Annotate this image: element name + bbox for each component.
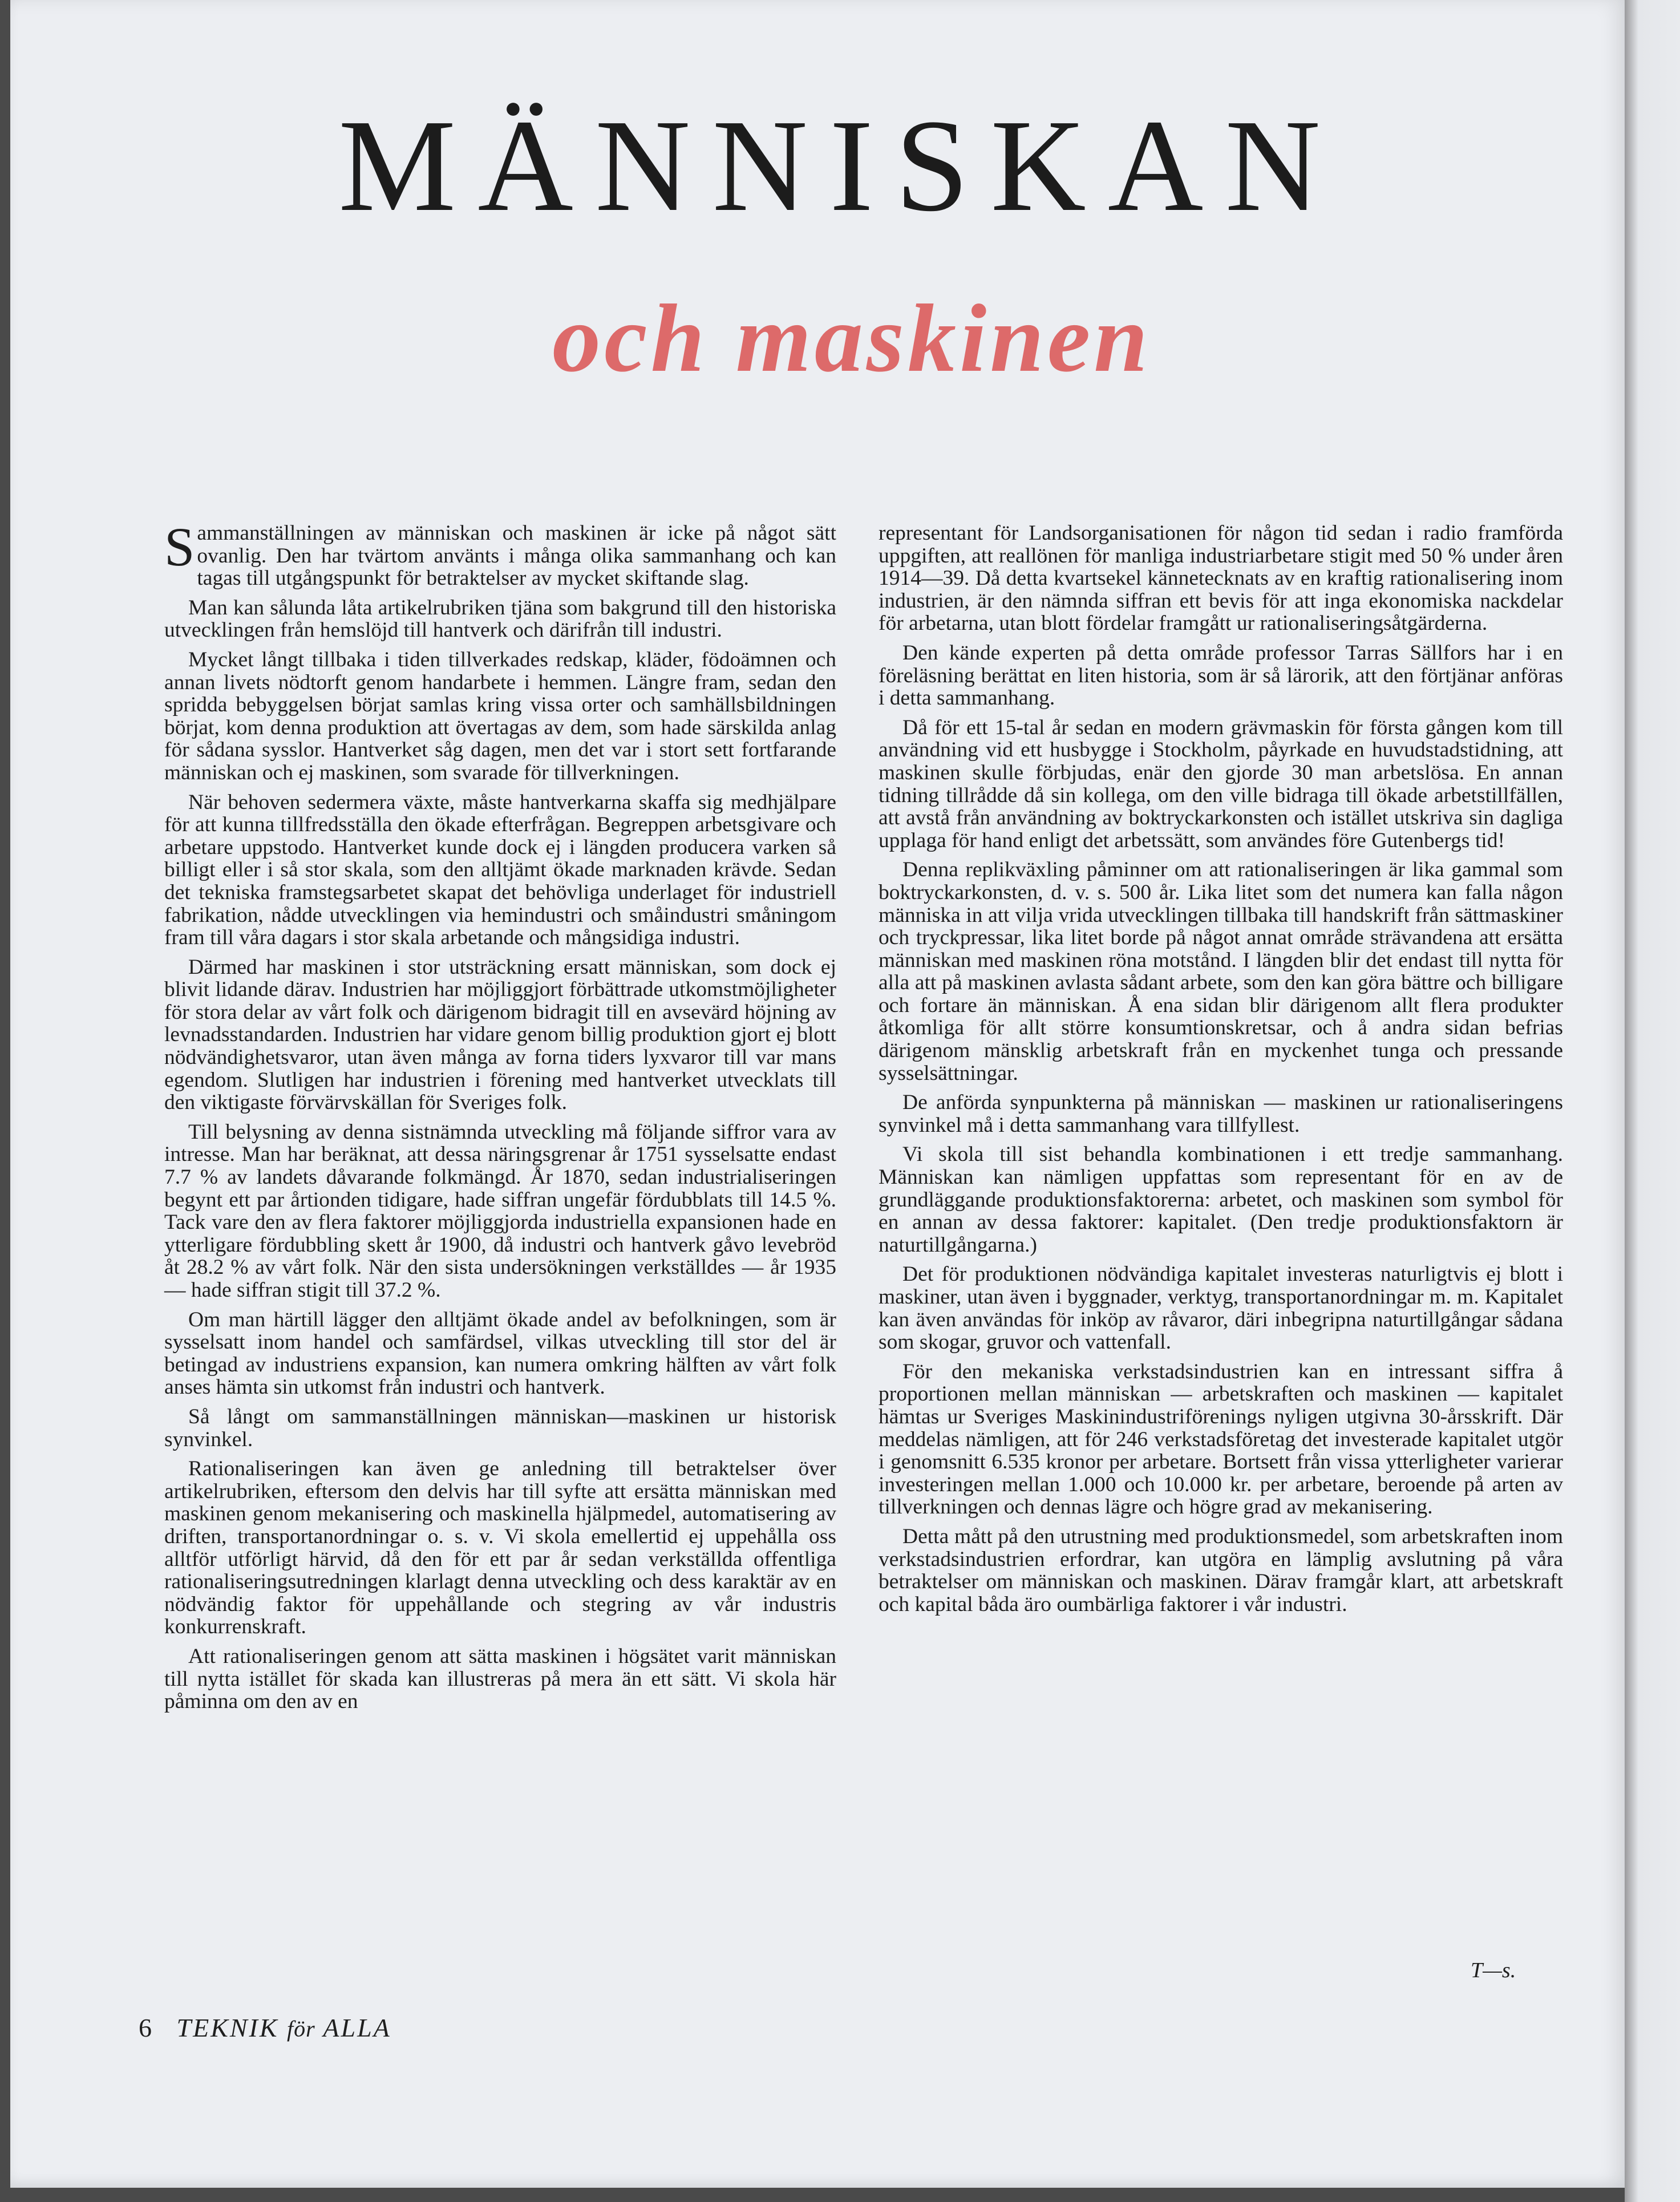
- magazine-name-part: för: [287, 2016, 315, 2042]
- magazine-name-part: ALLA: [323, 2013, 391, 2042]
- paragraph: representant för Landsorganisationen för någon tid sedan i radio framförda uppgiften, att reallönen för manliga industriarbetare stigit med 50 % under åren 1914—39. Då detta kvartsekel kännetecknats av en kraftig rationalisering inom industrien, är den nämnda siffran ett bevis för att inga ekonomiska nackdelar för arbetarna, utan blott fördelar framgått ur rationaliseringsåtgärderna.: [879, 521, 1563, 635]
- next-page-edge: [1625, 0, 1680, 2202]
- paragraph: De anförda synpunkterna på människan — maskinen ur rationaliseringens synvinkel må i detta sammanhang vara tillfyllest.: [879, 1091, 1563, 1137]
- page-number: 6: [139, 2013, 153, 2042]
- paragraph: När behoven sedermera växte, måste hantverkarna skaffa sig medhjälpare för att kunna tillfredsställa den ökade efterfrågan. Begreppen arbetsgivare och arbetare uppstodo. Hantverket kunde dock ej i längden producera varken så billigt eller i så stor skala, som den alltjämt ökade marknaden krävde. Sedan det tekniska framstegsarbetet skapat det behövliga underlaget för industriell fabrikation, nådde utvecklingen via hemindustri och småindustri småningom fram till våra dagars i stor skala arbetande och mångsidiga industri.: [164, 790, 836, 950]
- paragraph: Vi skola till sist behandla kombinationen i ett tredje sammanhang. Människan kan nämligen uppfattas som representant för en av de grundläggande produktionsfaktorerna: arbetet, och maskinen som symbol för en annan av dessa faktorer: kapitalet. (Den tredje produktionsfaktorn är naturtillgångarna.): [879, 1143, 1563, 1257]
- paragraph: För den mekaniska verkstadsindustrien kan en intressant siffra å proportionen mellan människan — arbetskraften och maskinen — kapitalet hämtas ur Sveriges Maskinindustriförenings nyligen utgivna 30-årsskrift. Där meddelas nämligen, att för 246 verkstadsföretag det investerade kapitalet utgör i genomsnitt 6.535 kronor per arbetare. Bortsett från vissa ytterligheter varierar investeringen mellan 1.000 och 10.000 kr. per arbetare, beroende på arten av tillverkningen och dennas lägre och högre grad av mekanisering.: [879, 1359, 1563, 1519]
- paragraph: Om man härtill lägger den alltjämt ökade andel av befolkningen, som är sysselsatt inom handel och samfärdsel, vilkas utveckling till stor del är betingad av industriens expansion, kan numera omkring hälften av vårt folk anses hämta sin utkomst från industri och hantverk.: [164, 1308, 836, 1399]
- left-column: [164, 516, 836, 1720]
- paragraph: Så långt om sammanställningen människan—maskinen ur historisk synvinkel.: [164, 1404, 836, 1451]
- paragraph: [164, 516, 836, 590]
- article-title: MÄNNISKAN: [338, 92, 1342, 239]
- page-footer: [139, 2013, 391, 2043]
- paragraph: Mycket långt tillbaka i tiden tillverkades redskap, kläder, födoämnen och annan livets nödtorft genom handarbete i hemmen. Längre fram, sedan den spridda bebyggelsen börjat samlas kring vissa orter och samhällsbildningen börjat, kom denna produktion att övertagas av dem, som hade särskilda anlag för sådana sysslor. Hantverket såg dagen, men det var i stort sett fortfarande människan och ej maskinen, som svarade för tillverkningen.: [164, 647, 836, 784]
- article-subtitle: och maskinen: [552, 285, 1151, 392]
- paragraph: Till belysning av denna sistnämnda utveckling må följande siffror vara av intresse. Man har beräknat, att dessa näringsgrenar år 1751 sysselsatte endast 7.7 % av landets dåvarande folkmängd. År 1870, sedan industrialiseringen begynt ett par årtionden tidigare, hade siffran ungefär fördubblats till 14.5 %. Tack vare den av flera faktorer möjliggjorda industriella expansionen hade en ytterligare fördubbling skett år 1900, då industri och hantverk gåvo levebröd åt 28.2 % av vårt folk. När den sista undersökningen verkställdes — år 1935 — hade siffran stigit till 37.2 %.: [164, 1120, 836, 1302]
- paragraph: Den kände experten på detta område professor Tarras Sällfors har i en föreläsning berättat en liten historia, som är så lärorik, att den förtjänar anföras i detta sammanhang.: [879, 641, 1563, 710]
- right-column: [879, 522, 1563, 1622]
- paragraph: Man kan sålunda låta artikelrubriken tjäna som bakgrund till den historiska utvecklingen från hemslöjd till hantverk och därifrån till industri.: [164, 596, 836, 642]
- paragraph: Denna replikväxling påminner om att rationaliseringen är lika gammal som boktryckarkonsten, d. v. s. 500 år. Lika litet som det numera kan falla någon människa in att vilja vrida utvecklingen tillbaka till handskrift från sättmaskiner och tryckpressar, lika litet borde på något annat område strävandena att ersätta människan med maskinen röna motstånd. I längden blir det endast till nytta för alla att på maskinen avlasta sådant arbete, som den kan göra bättre och billigare och fortare än människan. Å ena sidan blir därigenom allt flera produkter åtkomliga för allt större konsumtionskretsar, och å andra sidan befrias därigenom mänsklig arbetskraft från en myckenhet tunga och pressande sysselsättningar.: [879, 858, 1563, 1085]
- magazine-name-part: TEKNIK: [176, 2013, 279, 2042]
- paragraph: Att rationaliseringen genom att sätta maskinen i högsätet varit människan till nytta istället för skada kan illustreras på mera än ett sätt. Vi skola här påminna om den av en: [164, 1644, 836, 1714]
- paragraph: Rationaliseringen kan även ge anledning till betraktelser över artikelrubriken, eftersom den delvis har till syfte att ersätta människan med maskinen genom mekanisering och maskinella hjälpmedel, automatisering av driften, transportanordningar o. s. v. Vi skola emellertid ej uppehålla oss alltför utförligt härvid, då den för ett par år sedan verkställda offentliga rationaliseringsutredningen klarlagt denna utveckling och dess karaktär av en nödvändig faktor för uppehållande och stegring av vår industris konkurrenskraft.: [164, 1457, 836, 1639]
- author-signature: T—s.: [1471, 1958, 1516, 1982]
- paragraph: Detta mått på den utrustning med produktionsmedel, som arbetskraften inom verkstadsindustrien erfordrar, kan utgöra en lämplig avslutning på våra betraktelser om människan och maskinen. Därav framgår klart, att arbetskraft och kapital båda äro oumbärliga faktorer i vår industri.: [879, 1524, 1563, 1616]
- paragraph-text: ammanställningen av människan och maskinen är icke på något sätt ovanlig. Den har tvärtom använts i många olika sammanhang och kan tagas till utgångspunkt för betraktelser av mycket skiftande slag.: [197, 521, 836, 590]
- paragraph: Då för ett 15-tal år sedan en modern grävmaskin för första gången kom till användning vid ett husbygge i Stockholm, påyrkade en huvudstadstidning, att maskinen skulle förbjudas, enär den gjorde 30 man arbetslösa. En annan tidning tillrådde då sin kollega, om den ville bidraga till ökade arbetstillfällen, att avstå från användning av boktryckarkonsten och istället utskriva sin dagliga upplaga för hand enligt det arbetssätt, som användes före Gutenbergs tid!: [879, 715, 1563, 852]
- drop-cap: S: [164, 516, 195, 577]
- magazine-page: [10, 0, 1625, 2188]
- paragraph: Det för produktionen nödvändiga kapitalet investeras naturligtvis ej blott i maskiner, utan även i byggnader, verktyg, transportanordningar m. m. Kapitalet kan även användas för inköp av råvaror, däri inbegripna naturtillgångar sådana som skogar, gruvor och vattenfall.: [879, 1262, 1563, 1354]
- paragraph: Därmed har maskinen i stor utsträckning ersatt människan, som dock ej blivit lidande därav. Industrien har möjliggjort förbättrade utkomstmöjligheter för stora delar av vårt folk och därigenom bidragit till en avsevärd höjning av levnadsstandarden. Industrien har vidare genom billig produktion gjort ej blott nödvändighetsvaror, utan även många av forna tiders lyxvaror till var mans egendom. Slutligen har industrien i förening med hantverket utvecklats till den viktigaste förvärvskällan för Sveriges folk.: [164, 955, 836, 1115]
